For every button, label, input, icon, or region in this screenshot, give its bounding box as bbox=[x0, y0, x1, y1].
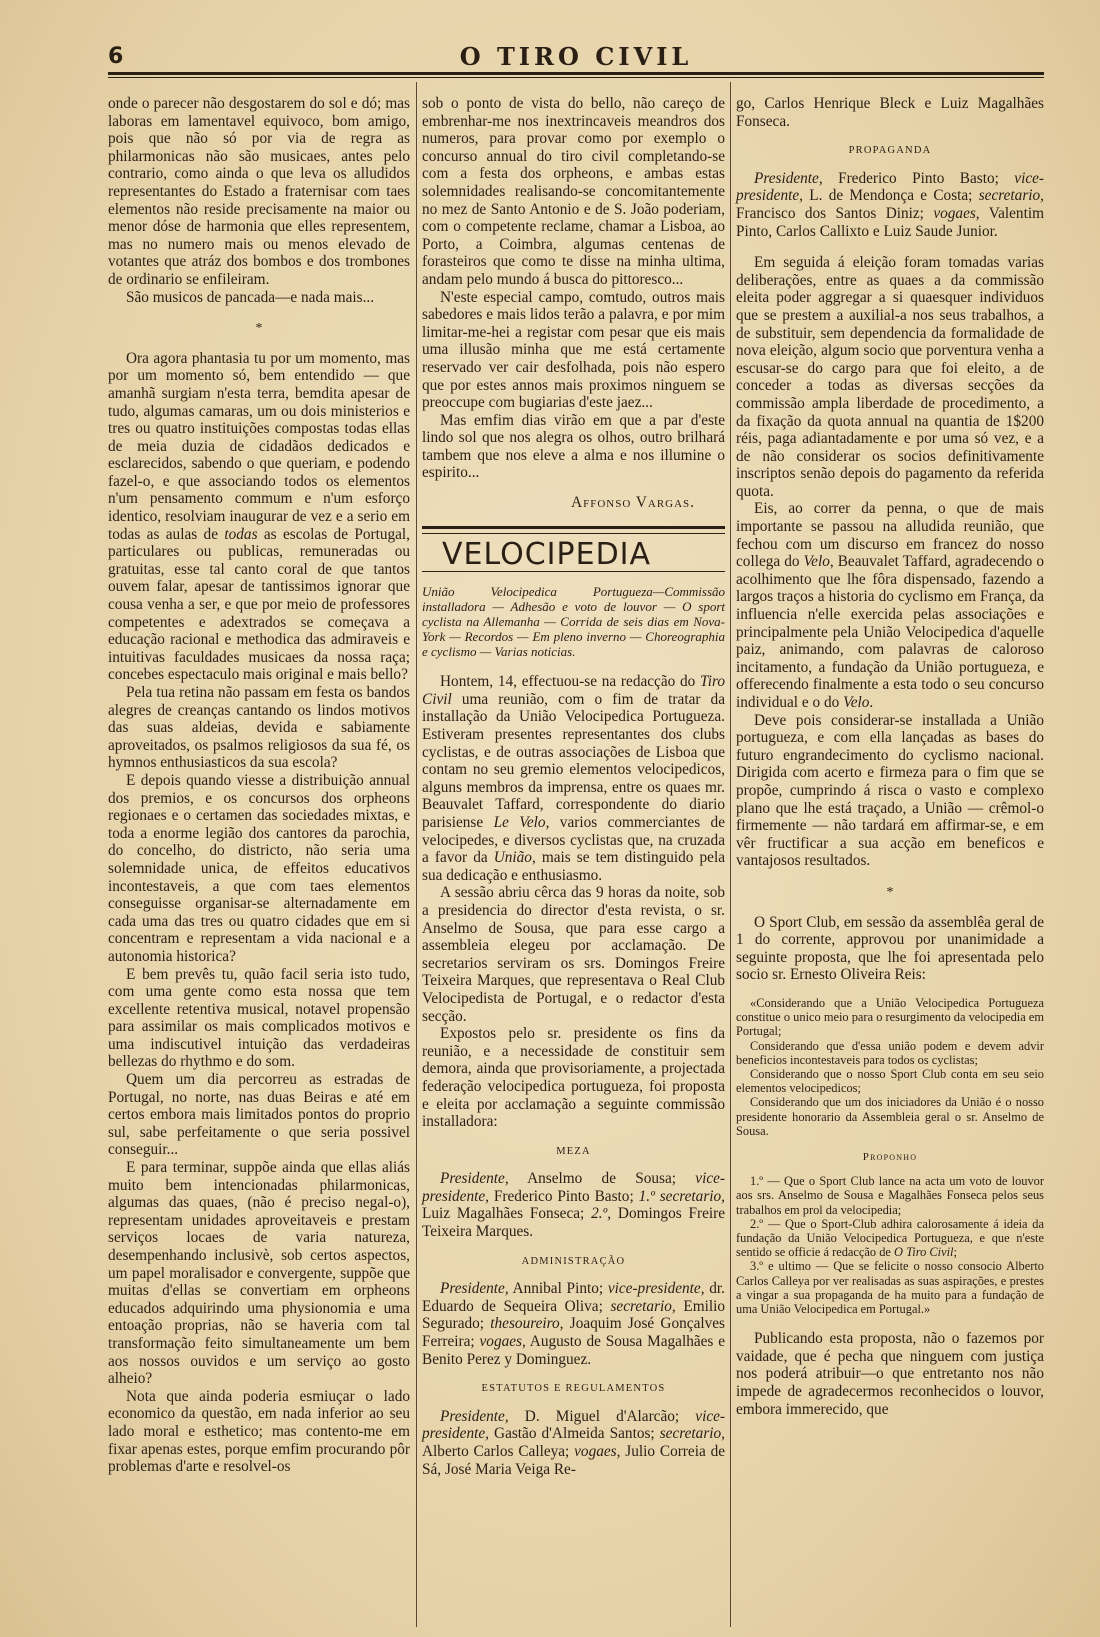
proposal-clause: Considerando que um dos iniciadores da União é o nosso presidente honorario da Assembleia geral o sr. Anselmo de Sousa. bbox=[736, 1095, 1044, 1138]
section-separator: * bbox=[886, 884, 894, 900]
paragraph: N'este especial campo, comtudo, outros mais sabedores e mais lidos terão a palavra, e por mim limitar-me-hei a registar com pesar que eis mais uma illusão minha que me está certamente reservado ver cair desfolhada, pois não espero que por estes annos mais proximos ninguem se preoccupe com bugiarias d'este jaez... bbox=[422, 288, 725, 412]
article-signature: Affonso Vargas. bbox=[571, 494, 695, 512]
paragraph: A sessão abriu cêrca das 9 horas da noite, sob a presidencia do director d'esta revista, o sr. Anselmo de Sousa, que para esse cargo a assembleia elegeu por acclamação. De secretarios serviram os srs. Domingos Freire Teixeira Marques, que representava o Real Club Velocipedista de Portugal, e o redactor d'esta secção. bbox=[422, 884, 725, 1025]
subheading: PROPAGANDA bbox=[848, 145, 932, 157]
proposal-item: 2.º — Que o Sport-Club adhira calorosamente á ideia da fundação da União Velocipedica Portugueza, e que n'este sentido se officie á redacção de O Tiro Civil; bbox=[736, 1216, 1044, 1260]
section-separator: * bbox=[255, 321, 263, 337]
subheading: ESTATUTOS E REGULAMENTOS bbox=[481, 1383, 666, 1395]
committee-list: Presidente, Anselmo de Sousa; vice-presidente, Frederico Pinto Basto; 1.º secretario, Luiz Magalhães Fonseca; 2.º, Domingos Freire Teixeira Marques. bbox=[422, 1170, 725, 1241]
proposal-text bbox=[736, 996, 1044, 1316]
header-rule bbox=[108, 72, 1044, 75]
paragraph: Expostos pelo sr. presidente os fins da reunião, e a necessidade de constituir sem demora, ainda que provisoriamente, a projectada federação velocipedica portugueza, foi proposta e eleita por acclamação a seguinte commissão installadora: bbox=[422, 1025, 725, 1131]
committee-list: Presidente, D. Miguel d'Alarcão; vice-presidente, Gastão d'Almeida Santos; secretario, Alberto Carlos Calleya; vogaes, Julio Correia de Sá, José Maria Veiga Re- bbox=[422, 1407, 726, 1478]
paragraph: E para terminar, suppõe ainda que ellas aliás muito bem intencionadas philarmonicas, algumas das quaes, (não é preciso negal-o), representam unidades aproveitaveis e prestam serviços locaes de varia natureza, desempenhando inclusivè, sob certos aspectos, um papel moralisador e convergente, suppõe que muitas d'ellas se convertiam em orpheons educados adquirindo uma physionomia e uma entoação proprias, não se haveria com tal transformação feito simultaneamente um bem aos nossos ouvidos e um serviço ao gosto alheio? bbox=[108, 1159, 410, 1388]
column-divider bbox=[730, 82, 731, 1627]
header-rule-thin bbox=[108, 77, 1044, 78]
committee-list: Presidente, Frederico Pinto Basto; vice-presidente, L. de Mendonça e Costa; secretario, Francisco dos Santos Diniz; vogaes, Valentim Pinto, Carlos Callixto e Luiz Saude Junior. bbox=[736, 169, 1044, 240]
section-title: VELOCIPEDIA bbox=[442, 536, 652, 572]
paragraph: Ora agora phantasia tu por um momento, mas por um momento só, bem entendido — que amanhã surgiam n'esta terra, bemdita apesar de tudo, algumas camaras, um ou dois ministerios e tres ou quatro instituições compostas todas ellas de meia duzia de cidadãos dedicados e esclarecidos, sabendo o que queriam, e podendo fazel-o, e que associando todos os elementos n'um pensamento commum e n'um esforço identico, resolviam inaugurar de vez e a serio em todas as aulas de todas as escolas de Portugal, particulares ou publicas, remuneradas ou gratuitas, esse tal canto coral de que tantos ouvem falar, apesar de tantissimos ignorar que cousa venha a ser, e que por meio de professores competentes e adextrados se começava a educação racional e methodica das admiraveis e intuitivas faculdades musicaes da nossa raça; concebes espectaculo mais original e mais bello? bbox=[108, 349, 411, 684]
subheading: MEZA bbox=[556, 1145, 591, 1157]
paragraph: Quem um dia percorreu as estradas de Portugal, no norte, nas duas Beiras e até em certos embora mais limitados pontos do proprio sul, sabe perfeitamente o que seria possivel conseguir... bbox=[108, 1071, 410, 1159]
spacer bbox=[736, 240, 1044, 254]
column-left bbox=[108, 95, 410, 1476]
proposal-clause: Considerando que o nosso Sport Club conta em seu seio elementos velocipedicos; bbox=[736, 1066, 1044, 1096]
paragraph: Eis, ao correr da penna, o que de mais importante se passou na alludida reunião, que fechou com um discurso em francez do nosso collega do Velo, Beauvalet Taffard, agradecendo o acolhimento que lhe fôra dispensado, fazendo a largos traços a historia do cyclismo em França, da influencia n'elle exercida pelas associações e principalmente pela União Velocipedica d'aquelle paiz, animando, com palavras de caloroso incitamento, a fundação da União portugueza, e offerecendo finalmente a esta todo o seu concurso individual e o do Velo. bbox=[736, 500, 1044, 711]
paragraph: Publicando esta proposta, não o fazemos por vaidade, que é pecha que ninguem com justiça nos poderá atribuir—o que entretanto nos não impede de agradecermos reconhecidos o louvor, embora immerecido, que bbox=[736, 1330, 1044, 1418]
column-divider bbox=[416, 82, 417, 1627]
paragraph: E bem prevês tu, quão facil seria isto tudo, com uma gente como esta nossa que tem excellente retentiva musical, notavel propensão para assimilar os mais complicados motivos e uma indiscutivel intuição das verdadeiras bellezas do rhythmo e do som. bbox=[108, 965, 410, 1071]
subheading: ADMINISTRAÇÃO bbox=[521, 1255, 626, 1267]
paragraph: E depois quando viesse a distribuição annual dos premios, e os concursos dos orpheons regionaes e o certamen das sociedades mixtas, e toda a enorme legião dos cantores da parochia, do concelho, do districto, não seria uma solemnidade unica, de effeitos educativos incontestaveis, a que com taes elementos conseguisse organisar-se alternadamente em cada uma das tres ou quatro cidades que em si concentram e representam a vida nacional e a autonomia historica? bbox=[108, 771, 410, 965]
section-rule bbox=[422, 526, 725, 534]
spacer bbox=[736, 1316, 1044, 1330]
proposal-clause: «Considerando que a União Velocipedica Portugueza constitue o unico meio para o resurgimento da velocipedia em Portugal; bbox=[736, 995, 1044, 1039]
proposal-clause: Considerando que d'essa união podem e devem advir beneficios incontestaveis para todos os cyclistas; bbox=[736, 1038, 1044, 1067]
paragraph: O Sport Club, em sessão da assemblêa geral de 1 do corrente, approvou por unanimidade a seguinte proposta, que lhe foi apresentada pelo socio sr. Ernesto Oliveira Reis: bbox=[736, 913, 1044, 984]
committee-list: Presidente, Annibal Pinto; vice-presidente, dr. Eduardo de Sequeira Oliva; secretario, Emilio Segurado; thesoureiro, Joaquim José Gonçalves Ferreira; vogaes, Augusto de Sousa Magalhães e Benito Perez y Dominguez. bbox=[422, 1280, 726, 1368]
page-header bbox=[108, 40, 1044, 70]
paragraph: Em seguida á eleição foram tomadas varias deliberações, entre as quaes a da commissão eleita poder aggregar a si quaesquer individuos que se prestem a auxilial-a nos seus trabalhos, a de substituir, sem dependencia da formalidade de nova eleição, algum socio que porventura venha a escusar-se do cargo para que foi eleito, a de conceder a todas as diversas secções da commissão ampla liberdade de procedimento, a da fixação da quota annual na quantia de 1$200 réis, paga adiantadamente e por uma só vez, e a de não considerar os socios definitivamente inscriptos senão depois do pagamento da referida quota. bbox=[736, 254, 1044, 500]
page-number: 6 bbox=[108, 44, 124, 69]
paragraph: Deve pois considerar-se installada a União portugueza, e com ella lançadas as bases do futuro engrandecimento do cyclismo nacional. Dirigida com acerto e firmeza para o fim que se propõe, cumprindo á risca o vasto e complexo plano que lhe está traçado, a União — crêmol-o firmemente — não tardará em affirmar-se, e em vêr fructificar a sua acção em beneficos e vantajosos resultados. bbox=[736, 711, 1044, 870]
paragraph: Mas emfim dias virão em que a par d'este lindo sol que nos alegra os olhos, outro brilhará tambem que nos eleve a alma e nos illumine o espirito... bbox=[422, 411, 725, 482]
column-right bbox=[736, 95, 1044, 1418]
paragraph: Hontem, 14, effectuou-se na redacção do Tiro Civil uma reunião, com o fim de tratar da installação da União Velocipedica Portugueza. Estiveram presentes representantes dos clubs cyclistas, e de outras associações de Lisboa que contam no seu gremio elementos velocipedicos, alguns membros da imprensa, entre os quaes mr. Beauvalet Taffard, correspondente do diario parisiense Le Velo, varios commerciantes de velocipedes, e diversos cyclistas que, na cruzada a favor da União, mais se tem distinguido pela sua dedicação e enthusiasmo. bbox=[422, 673, 725, 884]
paragraph: sob o ponto de vista do bello, não careço de embrenhar-me nos inextrincaveis meandros dos numeros, para provar como por exemplo o concurso annual do tiro civil completando-se com a festa dos orpheons, e ambas estas solemnidades realisando-se concomitantemente no mez de Santo Antonio e de S. João poderiam, com o competente reclame, chamar a Lisboa, ao Porto, a Coimbra, algumas centenas de forasteiros que como te disse na minha ultima, andam pelo mundo á busca do pittoresco... bbox=[422, 95, 725, 288]
paragraph: go, Carlos Henrique Bleck e Luiz Magalhães Fonseca. bbox=[736, 95, 1044, 130]
subheading: Proponho bbox=[862, 1150, 918, 1163]
paragraph: São musicos de pancada—e nada mais... bbox=[126, 288, 375, 306]
section-summary: União Velocipedica Portugueza—Commissão installadora — Adhesão e voto de louvor — O sport cyclista na Allemanha — Corrida de seis dias em Nova-York — Recordos — Em pleno inverno — Choreographia e cyclismo — Varias noticias. bbox=[422, 584, 725, 660]
paragraph: Nota que ainda poderia esmiuçar o lado economico da questão, em nada inferior ao seu lado moral e esthetico; mas contento-me em fixar apenas estes, porque emfim procurando pôr problemas d'arte e resolvel-os bbox=[108, 1387, 410, 1476]
masthead-title: O TIRO CIVIL bbox=[459, 42, 693, 71]
column-middle bbox=[422, 95, 725, 1478]
proposal-item: 1.º — Que o Sport Club lance na acta um voto de louvor aos srs. Anselmo de Sousa e Magalhães Fonseca pelos seus trabalhos em prol da velocipedia; bbox=[736, 1174, 1044, 1217]
paragraph: onde o parecer não desgostarem do sol e dó; mas laboras em lamentavel equivoco, bom amigo, pois que não só por via de regra as philarmonicas não são musicaes, antes pelo contrario, como ainda o que leva os alludidos representantes do Estado a fraternisar com taes elementos não reside precisamente na maior ou menor dóse de harmonia que elles representem, mas no numero mais ou menos elevado de votantes que atráz dos bombos e dos trombones de ordinario se enfileiram. bbox=[108, 95, 410, 288]
paragraph: Pela tua retina não passam em festa os bandos alegres de creanças cantando os lindos motivos das suas aldeias, devida e sabiamente aproveitados, os psalmos religiosos da sua fé, os hymnos enthusiasticos da sua escola? bbox=[108, 684, 410, 772]
proposal-item: 3.º e ultimo — Que se felicite o nosso consocio Alberto Carlos Calleya por ver realisadas as suas aspirações, e prestes a vingar a sua propaganda de ha muito para a fundação de uma União Velocipedica em Portugal.» bbox=[736, 1259, 1044, 1316]
